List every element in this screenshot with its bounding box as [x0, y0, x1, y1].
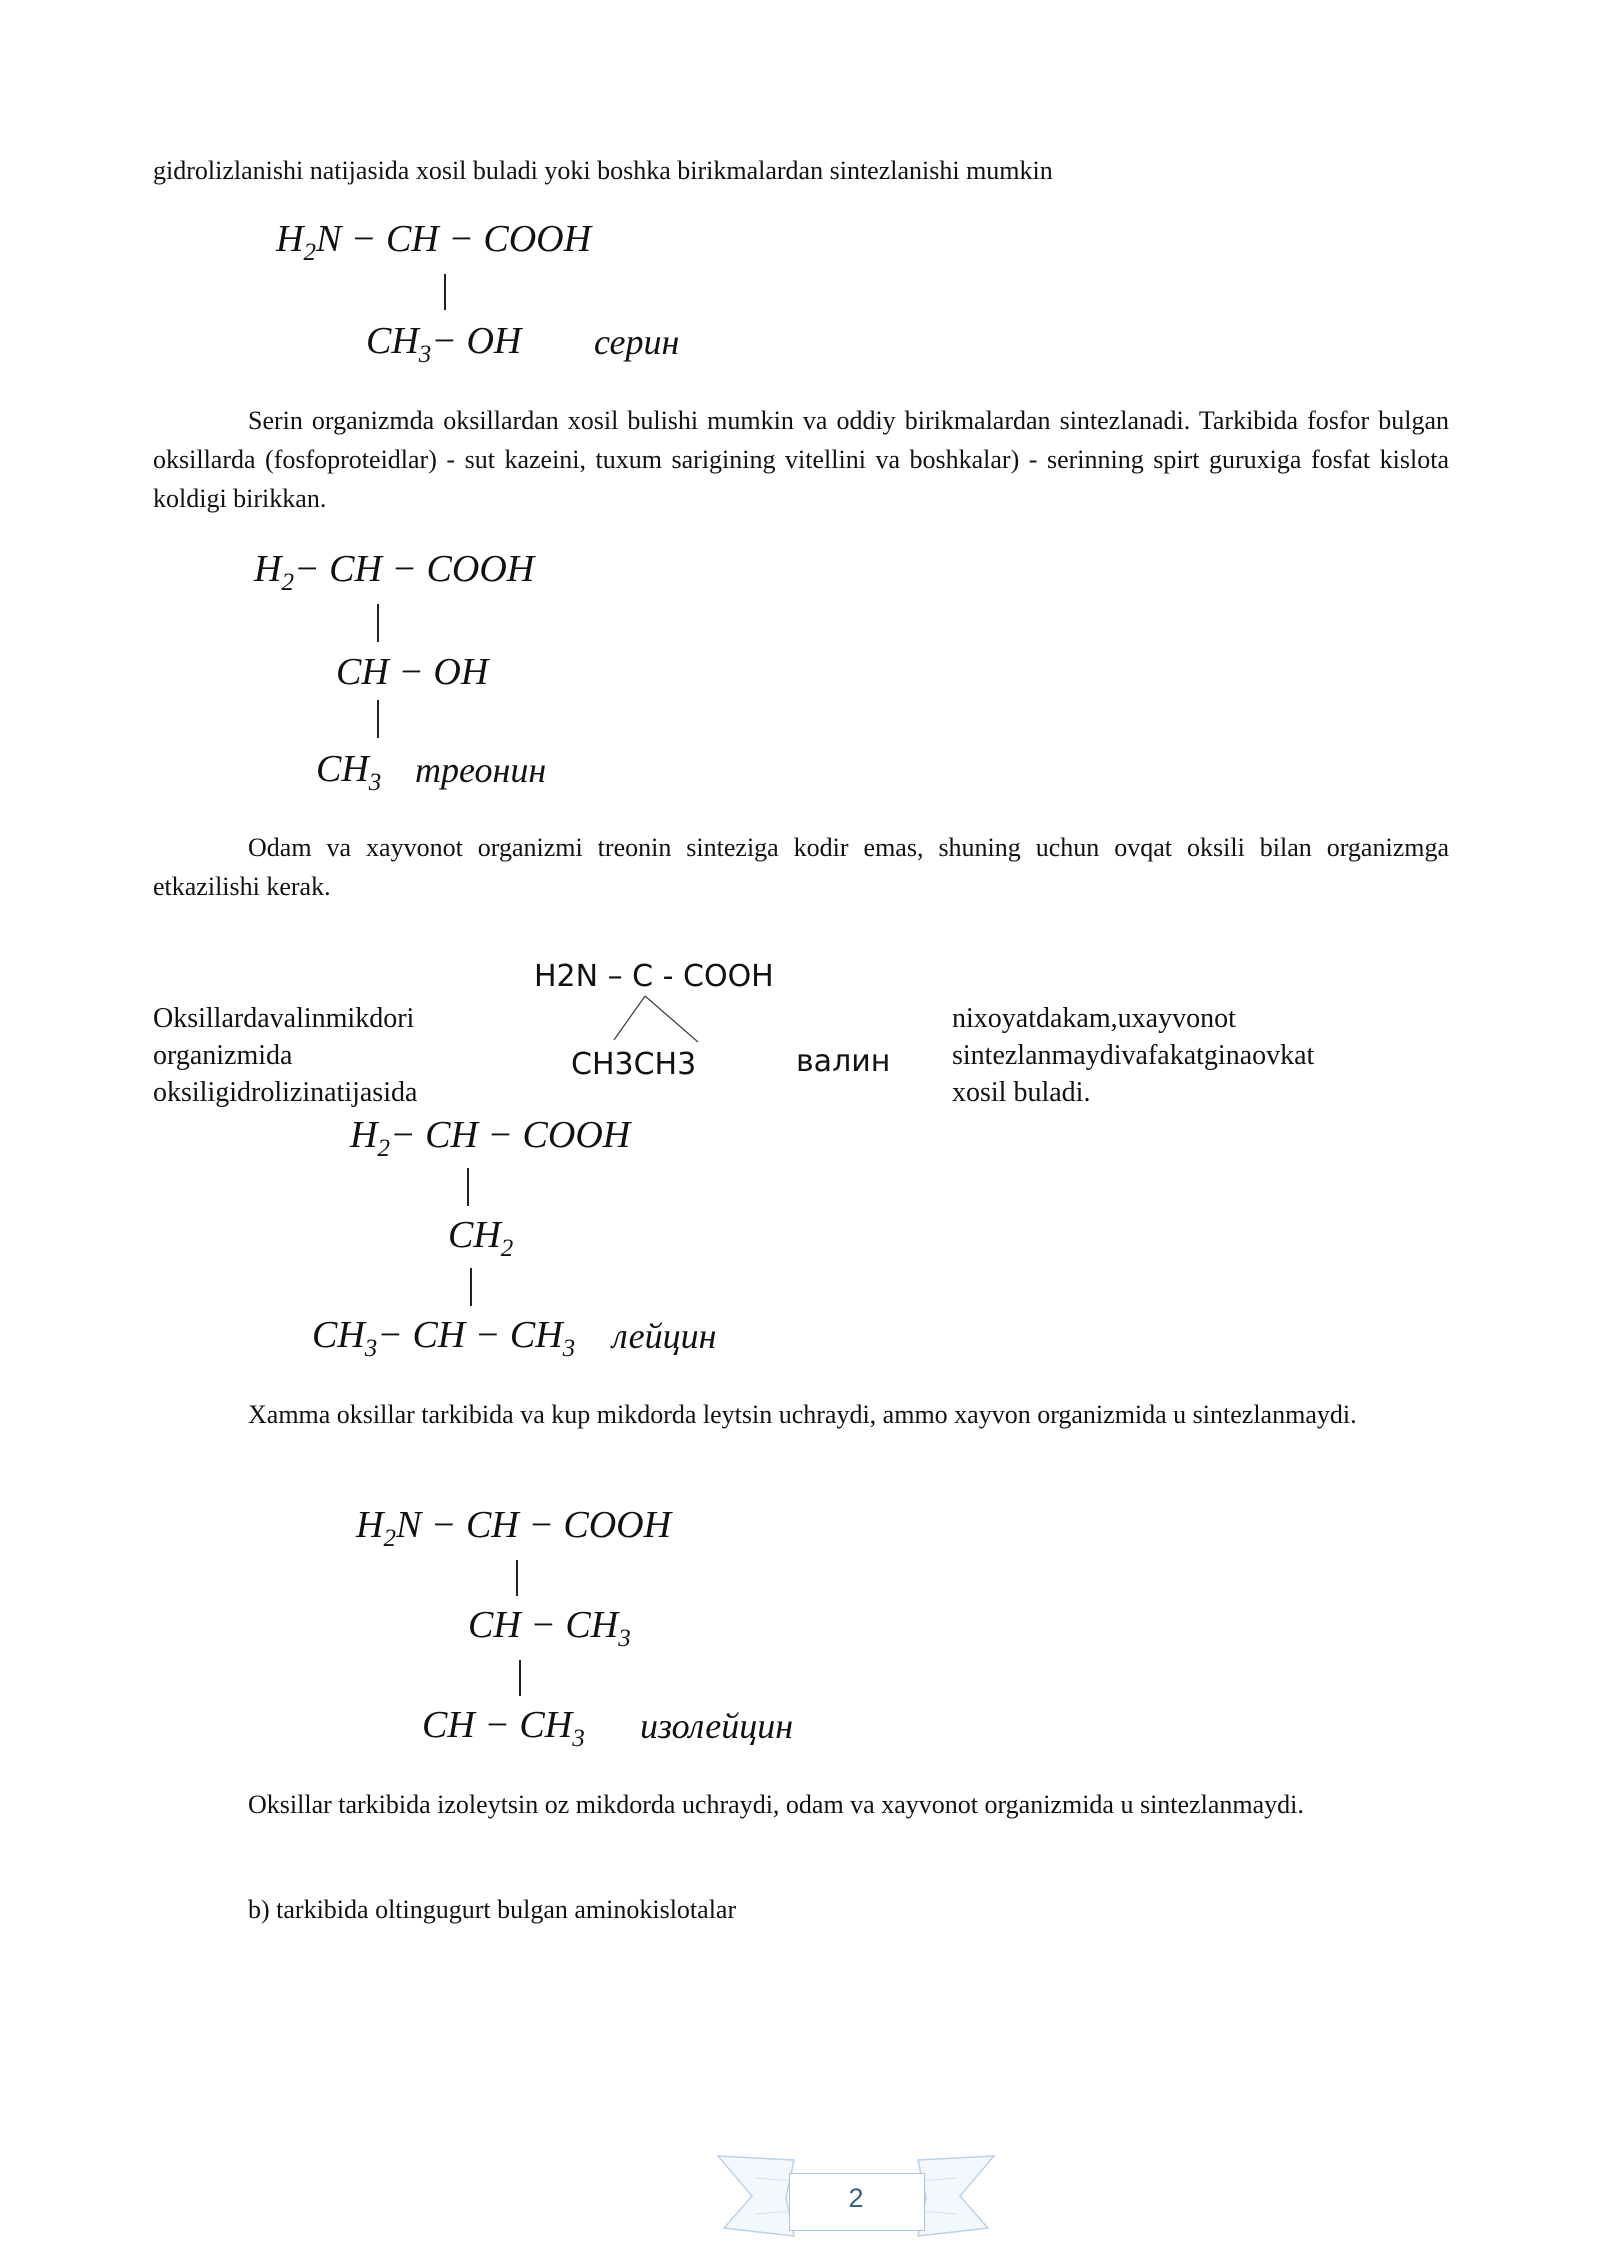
valine-text-left	[153, 1000, 491, 1111]
threonine-line-1: $H_2-$ CH − COOH	[254, 548, 535, 596]
paragraph-threonine: Odam va xayvonot organizmi treonin sinteziga kodir emas, shuning uchun ovqat oksili bilan organizmga etkazilishi kerak.	[153, 833, 1449, 901]
page-number: 2	[848, 2183, 864, 2213]
isoleucine-bond-1	[516, 1560, 518, 1596]
valine-name: валин	[796, 1044, 891, 1079]
isoleucine-name: изолейцин	[640, 1706, 794, 1746]
isoleucine-line-2: CH − $CH_3$	[468, 1604, 631, 1652]
valine-right-line-2: sintezlanmaydivafakatginaovkat	[952, 1040, 1315, 1071]
valine-bottom: CH3CH3	[571, 1047, 697, 1082]
valine-branch-lines	[600, 994, 710, 1044]
valine-left-line-1: Oksillardavalinmikdori	[153, 1003, 415, 1034]
paragraph-serine: Serin organizmda oksillardan xosil bulishi mumkin va oddiy birikmalardan sintezlanadi. Tarkibida fosfor bulgan oksillarda (fosfoproteidlar) - sut kazeini, tuxum sarigining vitellini va boshkalar) - serinning spirt guruxiga fosfat kislota koldigi birikkan.	[153, 406, 1449, 513]
valine-text-right	[952, 1000, 1448, 1111]
paragraph-intro: gidrolizlanishi natijasida xosil buladi yoki boshka birikmalardan sintezlanishi mumkin	[153, 156, 1053, 185]
valine-left-line-2: organizmida	[153, 1040, 293, 1071]
valine-right-line-3: xosil buladi.	[952, 1077, 1091, 1108]
leucine-bond-1	[467, 1168, 469, 1206]
leucine-line-2: $CH_2$	[448, 1214, 514, 1262]
serine-name: серин	[594, 322, 680, 362]
threonine-line-2: CH − OH	[336, 651, 489, 693]
leucine-name: лейцин	[612, 1316, 717, 1356]
leucine-line-1: $H_2-$ CH − COOH	[350, 1114, 631, 1162]
isoleucine-line-1: $H_2N$ − CH − COOH	[356, 1504, 672, 1552]
valine-top: H2N – C - COOH	[534, 959, 774, 994]
leucine-line-3: $CH_3-$ CH − $CH_3$	[312, 1314, 576, 1362]
threonine-bond-2	[377, 700, 379, 738]
serine-line-1: $H_2N$ − CH − COOH	[276, 218, 592, 266]
paragraph-leucine: Xamma oksillar tarkibida va kup mikdorda leytsin uchraydi, ammo xayvon organizmida u sintezlanmaydi.	[248, 1400, 1357, 1429]
section-heading-sulfur: b) tarkibida oltingugurt bulgan aminokislotalar	[248, 1895, 737, 1924]
threonine-name: треонин	[415, 750, 547, 790]
valine-right-line-1: nixoyatdakam,uxayvonot	[952, 1003, 1236, 1034]
threonine-line-3: $CH_3$	[316, 748, 382, 796]
serine-bond	[444, 274, 446, 310]
leucine-bond-2	[470, 1268, 472, 1306]
valine-left-line-3: oksiligidrolizinatijasida	[153, 1077, 418, 1108]
isoleucine-bond-2	[519, 1660, 521, 1696]
serine-line-2: $CH_3-$ OH	[366, 320, 522, 368]
threonine-bond-1	[377, 604, 379, 642]
isoleucine-line-3: CH − $CH_3$	[422, 1704, 585, 1752]
paragraph-isoleucine: Oksillar tarkibida izoleytsin oz mikdorda uchraydi, odam va xayvonot organizmida u sintezlanmaydi.	[248, 1790, 1304, 1819]
